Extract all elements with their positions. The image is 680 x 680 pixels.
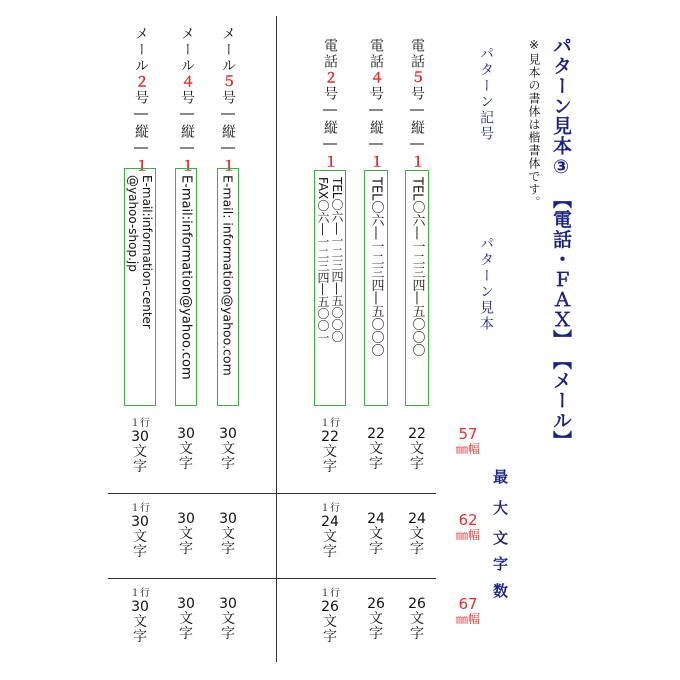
pattern-code-phone-2: 電話２号―縦―１: [322, 38, 338, 170]
char-count-mail-4-62: 30 文 字: [177, 511, 195, 557]
width-label-62: 62 ㎜幅: [455, 511, 480, 542]
max-chars-label-2: 大: [493, 499, 509, 517]
pattern-code-phone-5: 電話５号―縦―１: [409, 38, 425, 170]
char-count-mail-5-62: 30 文 字: [219, 511, 237, 557]
page-title: パターン見本③ 【電話・ＦＡＸ】 【メール】: [550, 36, 572, 451]
max-chars-label-3: 文: [493, 529, 509, 547]
sample-text: TEL〇六―一二三四―五〇〇〇: [409, 177, 425, 357]
sample-text: TEL〇六―一二三四―五〇〇〇: [368, 177, 384, 357]
sample-box-phone-5: [405, 170, 429, 406]
char-count-phone-2-57: １行 22 文 字: [320, 418, 340, 475]
max-chars-label-5: 数: [493, 582, 509, 600]
row-divider-1: [108, 493, 436, 494]
char-count-mail-5-67: 30 文 字: [219, 596, 237, 642]
sample-box-mail-4: [175, 168, 197, 406]
char-count-phone-2-67: １行 26 文 字: [320, 588, 340, 645]
char-count-phone-4-57: 22 文 字: [367, 426, 385, 472]
char-count-mail-5-57: 30 文 字: [219, 426, 237, 472]
max-chars-label-4: 字: [493, 555, 509, 573]
char-count-phone-4-67: 26 文 字: [367, 596, 385, 642]
sample-text: E-mail:information-center @yahoo-shop.jp: [126, 175, 154, 329]
char-count-phone-5-57: 22 文 字: [408, 426, 426, 472]
sample-text: TEL〇六―一二三四―五〇〇〇 FAX〇六―一二三四―五〇〇一: [316, 177, 344, 344]
char-count-phone-4-62: 24 文 字: [367, 511, 385, 557]
typeface-note: ※見本の書体は楷書体です。: [527, 38, 541, 209]
pattern-code-mail-5: メール５号―縦―１: [220, 26, 236, 174]
pattern-code-mail-2: メール２号―縦―１: [133, 26, 149, 174]
pattern-code-label: パターン記号: [478, 46, 494, 142]
sample-text: E-mail: information@yahoo.com: [220, 175, 236, 376]
char-count-phone-5-67: 26 文 字: [408, 596, 426, 642]
char-count-phone-2-62: １行 24 文 字: [320, 503, 340, 560]
sample-text: E-mail:information@yahoo.com: [178, 175, 194, 380]
pattern-code-mail-4: メール４号―縦―１: [179, 26, 195, 174]
char-count-mail-2-67: １行 30 文 字: [130, 588, 150, 645]
max-chars-label-1: 最: [493, 468, 509, 486]
pattern-sample-label: パターン見本: [478, 236, 494, 332]
center-divider: [276, 16, 277, 662]
sample-box-phone-2: [314, 170, 346, 406]
char-count-phone-5-62: 24 文 字: [408, 511, 426, 557]
pattern-code-phone-4: 電話４号―縦―１: [368, 38, 384, 170]
row-divider-2: [108, 578, 436, 579]
char-count-mail-4-67: 30 文 字: [177, 596, 195, 642]
sample-box-phone-4: [364, 170, 388, 406]
char-count-mail-4-57: 30 文 字: [177, 426, 195, 472]
char-count-mail-2-57: １行 30 文 字: [130, 418, 150, 475]
width-label-67: 67 ㎜幅: [455, 595, 480, 626]
char-count-mail-2-62: １行 30 文 字: [130, 503, 150, 560]
sample-box-mail-2: [124, 168, 156, 406]
width-label-57: 57 ㎜幅: [455, 425, 480, 456]
sample-box-mail-5: [217, 168, 239, 406]
